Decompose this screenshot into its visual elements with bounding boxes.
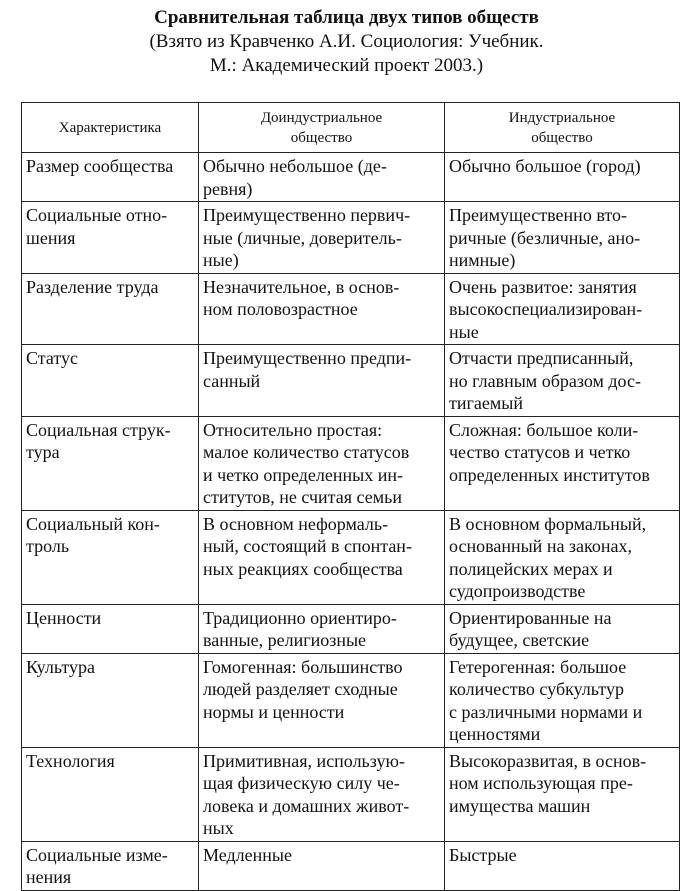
- preindustrial-cell: Относительно простая: малое количество статусов и четко определенных ин- ститутов, не считая семьи: [199, 416, 445, 510]
- document-title: Сравнительная таблица двух типов обществ: [154, 7, 539, 28]
- industrial-cell: Обычно большое (город): [445, 153, 680, 202]
- column-header-industrial: Индустриальное общество: [445, 103, 680, 153]
- document-source-line-2: М.: Академический проект 2003.): [209, 55, 484, 76]
- table-header-row: [22, 103, 680, 153]
- preindustrial-cell: Гомогенная: большинство людей разделяет сходные нормы и ценности: [199, 653, 445, 747]
- table-row: [22, 510, 680, 604]
- industrial-cell: Быстрые: [445, 841, 680, 890]
- preindustrial-cell: Традиционно ориентиро- ванные, религиозные: [199, 604, 445, 653]
- characteristic-cell: Ценности: [22, 604, 199, 653]
- industrial-cell: В основном формальный, основанный на законах, полицейских мерах и судопроизводстве: [445, 510, 680, 604]
- characteristic-cell: Социальная струк- тура: [22, 416, 199, 510]
- characteristic-cell: Социальный кон- троль: [22, 510, 199, 604]
- comparison-table: [21, 102, 680, 891]
- characteristic-cell: Культура: [22, 653, 199, 747]
- table-row: [22, 273, 680, 345]
- industrial-cell: Гетерогенная: большое количество субкультур с различными нормами и ценностями: [445, 653, 680, 747]
- characteristic-cell: Технология: [22, 747, 199, 841]
- industrial-cell: Высокоразвитая, в основ- ном использующая пре- имущества машин: [445, 747, 680, 841]
- table-row: [22, 604, 680, 653]
- preindustrial-cell: Обычно небольшое (де- ревня): [199, 153, 445, 202]
- characteristic-cell: Статус: [22, 345, 199, 417]
- characteristic-cell: Размер сообщества: [22, 153, 199, 202]
- industrial-cell: Сложная: большое коли- чество статусов и четко определенных институтов: [445, 416, 680, 510]
- industrial-cell: Преимущественно вто- ричные (безличные, ано- нимные): [445, 202, 680, 274]
- preindustrial-cell: В основном неформаль- ный, состоящий в спонтан- ных реакциях сообщества: [199, 510, 445, 604]
- table-row: [22, 416, 680, 510]
- industrial-cell: Ориентированные на будущее, светские: [445, 604, 680, 653]
- column-header-characteristic: Характеристика: [22, 103, 199, 153]
- table-row: [22, 841, 680, 890]
- preindustrial-cell: Медленные: [199, 841, 445, 890]
- characteristic-cell: Разделение труда: [22, 273, 199, 345]
- table-row: [22, 747, 680, 841]
- document-header: [0, 6, 693, 78]
- preindustrial-cell: Преимущественно первич- ные (личные, доверитель- ные): [199, 202, 445, 274]
- characteristic-cell: Социальные отно- шения: [22, 202, 199, 274]
- preindustrial-cell: Незначительное, в основ- ном половозрастное: [199, 273, 445, 345]
- table-row: [22, 653, 680, 747]
- preindustrial-cell: Примитивная, использую- щая физическую силу че- ловека и домашних живот- ных: [199, 747, 445, 841]
- table-row: [22, 153, 680, 202]
- table-row: [22, 202, 680, 274]
- industrial-cell: Отчасти предписанный, но главным образом дос- тигаемый: [445, 345, 680, 417]
- preindustrial-cell: Преимущественно предпи- санный: [199, 345, 445, 417]
- column-header-preindustrial: Доиндустриальное общество: [199, 103, 445, 153]
- document-source-line-1: (Взято из Кравченко А.И. Социология: Учебник.: [149, 31, 544, 52]
- characteristic-cell: Социальные изме- нения: [22, 841, 199, 890]
- table-row: [22, 345, 680, 417]
- industrial-cell: Очень развитое: занятия высокоспециализирован- ные: [445, 273, 680, 345]
